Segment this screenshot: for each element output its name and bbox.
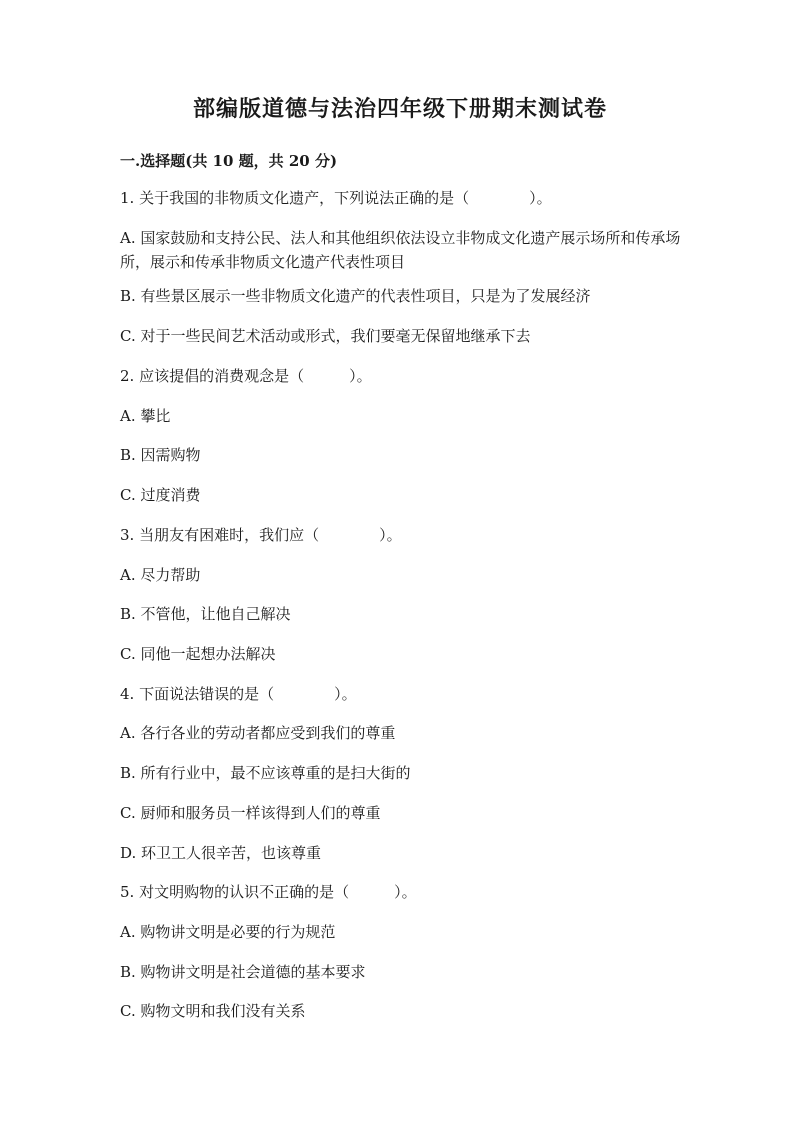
question-1-option-b: B. 有些景区展示一些非物质文化遗产的代表性项目，只是为了发展经济: [120, 287, 591, 305]
question-1-option-c: C. 对于一些民间艺术活动或形式，我们要毫无保留地继承下去: [120, 327, 531, 345]
question-2-option-a: A. 攀比: [120, 407, 171, 425]
question-5-stem: 5. 对文明购物的认识不正确的是（ ）。: [120, 883, 417, 901]
question-4-option-d: D. 环卫工人很辛苦，也该尊重: [120, 844, 322, 862]
question-4-option-b: B. 所有行业中，最不应该尊重的是扫大街的: [120, 764, 411, 782]
question-3-stem: 3. 当朋友有困难时，我们应（ ）。: [120, 526, 402, 544]
question-4-stem: 4. 下面说法错误的是（ ）。: [120, 685, 357, 703]
question-5-option-a: A. 购物讲文明是必要的行为规范: [120, 923, 336, 941]
question-5-option-c: C. 购物文明和我们没有关系: [120, 1002, 306, 1020]
question-4-option-a: A. 各行各业的劳动者都应受到我们的尊重: [120, 724, 396, 742]
question-1-stem: 1. 关于我国的非物质文化遗产，下列说法正确的是（ ）。: [120, 189, 552, 207]
question-4-option-c: C. 厨师和服务员一样该得到人们的尊重: [120, 804, 381, 822]
page-title: 部编版道德与法治四年级下册期末测试卷: [192, 96, 607, 122]
question-3-option-c: C. 同他一起想办法解决: [120, 645, 276, 663]
question-3-option-a: A. 尽力帮助: [120, 566, 201, 584]
question-2-option-b: B. 因需购物: [120, 446, 201, 464]
question-2-option-c: C. 过度消费: [120, 486, 201, 504]
question-3-option-b: B. 不管他，让他自己解决: [120, 605, 291, 623]
question-5-option-b: B. 购物讲文明是社会道德的基本要求: [120, 963, 366, 981]
section-heading: 一.选择题(共 10 题，共 20 分): [120, 152, 338, 170]
question-1-option-a: A. 国家鼓励和支持公民、法人和其他组织依法设立非物成文化遗产展示场所和传承场所，展示和传承非物质文化遗产代表性项目: [120, 229, 681, 271]
question-2-stem: 2. 应该提倡的消费观念是（ ）。: [120, 367, 372, 385]
